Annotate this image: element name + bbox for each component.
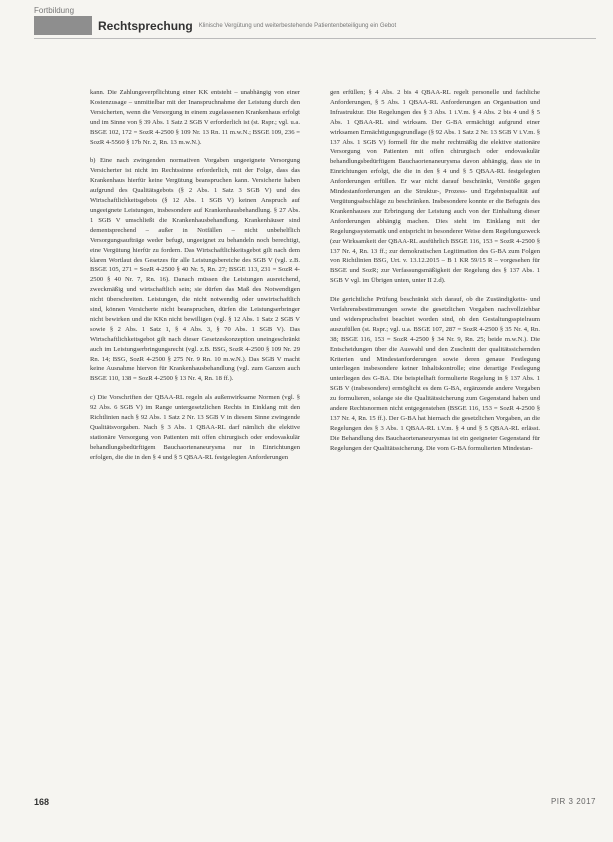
page-number: 168 bbox=[34, 797, 50, 807]
right-text-column bbox=[330, 88, 540, 463]
paragraph: c) Die Vorschriften der QBAA-RL regeln als außenwirksame Normen (vgl. § 92 Abs. 6 SGB V) im Range untergesetzlichen Rechts in Einklang mit den Richtlinien nach § 92 Abs. 1 Satz 2 Nr. 13 SGB V in diesem Sinne zwingende Qualitätsvorgaben. Nach § 3 Abs. 1 QBAA-RL darf nämlich die elektive stationäre Versorgung von Patienten mit offen chirurgisch oder endovaskulär behandlungsbedürftigem Bauchaortenaneurysma nur in Einrichtungen erfolgen, die die in den § 4 und § 5 QBAA-RL festgelegten Anforderungen bbox=[90, 394, 300, 461]
paragraph: b) Eine nach zwingenden normativen Vorgaben ungeeignete Versorgung Versicherter ist nicht im Rechtssinne erforderlich, mit der Folge, dass das Krankenhaus hierfür keine Vergütung beanspruchen kann. Versicherte haben aufgrund des Qualitätsgebots (§ 2 Abs. 1 Satz 3 SGB V) und des Wirtschaftlichkeitsgebots (§ 12 Abs. 1 SGB V) keinen Anspruch auf ungeeignete Leistungen, insbesondere auf Krankenhausbehandlung. § 27 Abs. 1 SGB V umschließt die Krankenhausbehandlung. Krankenhäuser sind dementsprechend – außer in Notfällen – nicht unbehelflich Versorgungsaufträge weder befugt, ungeeignet zu behandeln noch berechtigt, eine Vergütung hierfür zu fordern. Das Wirtschaftlichkeitsgebot gilt nach dem klaren Wortlaut des Gesetzes für alle Leistungsbereiche des SGB V (vgl. z.B. BSGE 105, 271 = SozR 4-2500 § 40 Nr. 5, Rn. 27; BSGE 113, 231 = SozR 4-2500 § 40 Nr. 7, Rn. 16). Danach müssen die Leistungen ausreichend, zweckmäßig und wirtschaftlich sein; sie dürfen das Maß des Notwendigen nicht überschreiten. Leistungen, die nicht notwendig oder unwirtschaftlich sind, können Versicherte nicht beanspruchen, dürfen die Leistungserbringer nicht bewirken und die KKn nicht bewilligen (vgl. § 12 Abs. 1 Satz 2 SGB V sowie § 2 Abs. 1 Satz 1, § 4 Abs. 3, § 70 Abs. 1 SGB V). Das Wirtschaftlichkeitsgebot gilt nach dieser Gesetzeskonzeption uneingeschränkt auch im Leistungserbringungsrecht (vgl. z.B. BSG, SozR 4-2500 § 109 Nr. 29 Rn. 14; BSG, SozR 4-2500 § 275 Nr. 9 Rn. 10 m.w.N.). Das SGB V macht keine Ausnahme hiervon für Krankenhausbehandlung (vgl. zum Ganzen auch BSGE 110, 138 = SozR 4-2500 § 13 Nr. 4, Rn. 18 ff.). bbox=[90, 157, 300, 383]
section-label: Fortbildung bbox=[34, 6, 75, 15]
paragraph: Die gerichtliche Prüfung beschränkt sich darauf, ob die Zuständigkeits- und Verfahrensbestimmungen sowie die gesetzlichen Vorgaben nachvollziehbar und widerspruchsfrei beachtet worden sind, ob den Gestaltungsspielraum auszufüllen (st. Rspr.; vgl. u.a. BSGE 107, 287 = SozR 4-2500 § 35 Nr. 4, Rn. 38; BSGE 116, 153 = SozR 4-2500 § 34 Nr. 9, Rn. 25; beide m.w.N.). Die Entscheidungen über die Auswahl und den Zuschnitt der qualitätssichernden Kriterien und Mindestanforderungen sowie deren genaue Festlegung unterliegen insbesondere keiner Inhaltskontrolle; eine derartige Festlegung unterliegen des G-BA. Die beispielhaft formulierte Regelung in § 137 Abs. 1 SGB V (insbesondere) ermöglicht es dem G-BA, ergänzende andere Vorgaben zu formulieren, solange sie die Qualitätssicherung zum Gegenstand haben und andere Rechtsnormen nicht entgegenstehen (BSGE 116, 153 = SozR 4-2500 § 137 Nr. 4, Rn. 15 ff.). Der G-BA hat hiernach die gesetzlichen Vorgaben, an die Regelungen des § 3 Abs. 1 QBAA-RL i.V.m. § 4 und § 5 QBAA-RL erlässt. Die Behandlung des Bauchaortenaneurysmas ist ein geeigneter Gegenstand für Regelungen der Qualitätssicherung. Die vom G-BA formulierten Mindestan- bbox=[330, 296, 540, 452]
header-subtitle: Klinische Vergütung und weiterbestehende Patientenbeteiligung ein Gebot bbox=[198, 22, 397, 29]
header-title: Rechtsprechung bbox=[98, 18, 193, 33]
header-divider bbox=[34, 38, 596, 39]
left-text-column bbox=[90, 88, 300, 472]
header-color-block bbox=[34, 16, 92, 35]
paragraph: gen erfüllen; § 4 Abs. 2 bis 4 QBAA-RL regelt personelle und fachliche Anforderungen, § 5 Abs. 1 QBAA-RL Anforderungen an Organisation und Infrastruktur. Die Regelungen des § 3 Abs. 1 i.V.m. § 4 Abs. 2 bis 4 und § 5 Abs. 1 QBAA-RL sind wirksam. Der G-BA ermächtigt aufgrund einer wirksamen Ermächtigungsgrundlage (§ 92 Abs. 1 Satz 2 Nr. 13 SGB V i.V.m. § 137 Abs. 1 SGB V) formell für die mehr rechtmäßig die elektive stationäre Versorgung von Patienten mit offen chirurgisch oder endovaskulär behandlungsbedürftigem Bauchaortenaneurysma davon abhängig, dass sie in Einrichtungen erfolgt, die die in den § 4 und § 5 QBAA-RL festgelegten Anforderungen erfüllen. Er war nicht darauf beschränkt, Verstöße gegen Mindestanforderungen an die Struktur-, Prozess- und Ergebnisqualität auf Vergütungsabschläge zu beschränken. Insbesondere konnte er die Befugnis des Krankenhauses zur Erbringung der Leistung auch von der Einhaltung dieser Anforderungen abhängig machen. Dies steht im Einklang mit der Regelungssystematik und entspricht in besonderer Weise dem Regelungszweck (zur Wirksamkeit der QBAA-RL ausführlich BSGE 116, 153 = SozR 4-2500 § 137 Nr. 4, Rn. 13 ff.; zur demokratischen Legitimation des G-BA zum Folgen von Richtlinien BSG, Urt. v. 13.12.2015 – B 1 KR 59/15 R – vorgesehen für BSGE und SozR; zur Verfassungsmäßigkeit der Regelung des § 137 Abs. 1 SGB V vgl. im Übrigen unten, unter II 2.d). bbox=[330, 89, 540, 285]
paragraph: kann. Die Zahlungsverpflichtung einer KK entsteht – unabhängig von einer Kostenzusage – unmittelbar mit der Inanspruchnahme der Leistung durch den Versicherten, wenn die Versorgung in einem zugelassenen Krankenhaus erfolgt und im Sinne von § 39 Abs. 1 Satz 2 SGB V erforderlich ist (st. Rspr.; vgl. u.a. BSGE 102, 172 = SozR 4-2500 § 109 Nr. 13 Rn. 11 m.w.N.; BSGE 109, 236 = SozR 4-5560 § 17b Nr. 2, Rn. 13 m.w.N.). bbox=[90, 89, 300, 146]
page-header bbox=[34, 16, 596, 35]
journal-reference: PIR 3 2017 bbox=[550, 797, 596, 806]
